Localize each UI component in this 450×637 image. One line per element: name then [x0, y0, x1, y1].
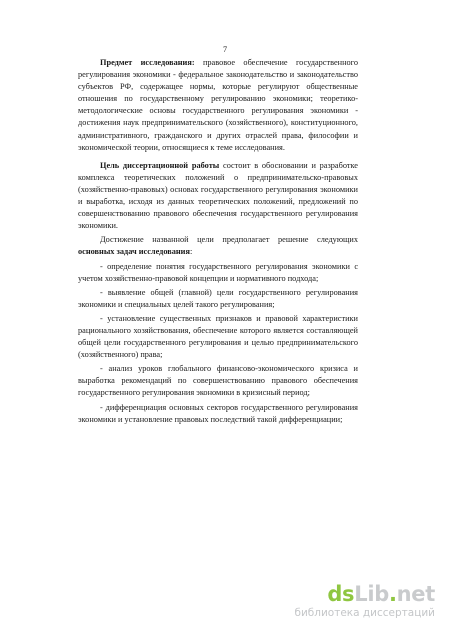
goal-heading: Цель диссертационной работы [100, 160, 220, 170]
paragraph-subject [78, 57, 358, 154]
page-number: 7 [222, 45, 228, 54]
tasks-heading: основных задач исследования [78, 247, 190, 257]
dslib-watermark [294, 582, 435, 626]
paragraph-tasks-intro [78, 234, 358, 258]
paragraph-goal [78, 160, 358, 233]
task-item: - выявление общей (главной) цели государственного регулирования экономики и специальных целей такого регулирования; [78, 287, 358, 309]
goal-text: состоит в обосновании и разработке комплекса теоретических положений о предпринимательско-правовых (хозяйственно-правовых) основах государственного регулирования экономики и выработка, исходя из данных теоретических положений, предложений по совершенствованию правового обеспечения государственного регулирования экономики. [78, 160, 358, 231]
task-item: - установление существенных признаков и правовой характеристики рационального хозяйствования, обеспечение которого является составляющей общей цели государственного регулирования и целью предпринимательского (хозяйственного) права; [78, 313, 358, 360]
task-item: - определение понятия государственного регулирования экономики с учетом хозяйственно-правовой концепции и нормативного подхода; [78, 261, 358, 283]
subject-heading: Предмет исследования: [100, 58, 195, 67]
dslib-subtitle: библиотека диссертаций [294, 607, 435, 619]
tasks-colon: : [189, 247, 193, 257]
subject-text: правовое обеспечение государственного регулирования экономики - федеральное законодательство и законодательство субъектов РФ, содержащее нормы, которые регулируют общественные отношения по государственному регулированию экономики; теоретико-методологические основы государственного регулирования экономики - достижения наук предпринимательского (хозяйственного), конституционного, административного, гражданского и других отраслей права, философии и экономической теории, относящиеся к теме исследования. [78, 58, 359, 152]
dslib-logo: dsLib.net [327, 582, 435, 606]
task-item: - дифференциация основных секторов государственного регулирования экономики и установление правовых последствий такой дифференциации; [78, 402, 358, 424]
tasks-intro-text: Достижение названной цели предполагает решение следующих [100, 235, 358, 245]
body-text [78, 57, 358, 426]
task-item: - анализ уроков глобального финансово-экономического кризиса и выработка рекомендаций по совершенствованию правового обеспечения государственного регулирования экономики в кризисный период; [78, 364, 358, 398]
